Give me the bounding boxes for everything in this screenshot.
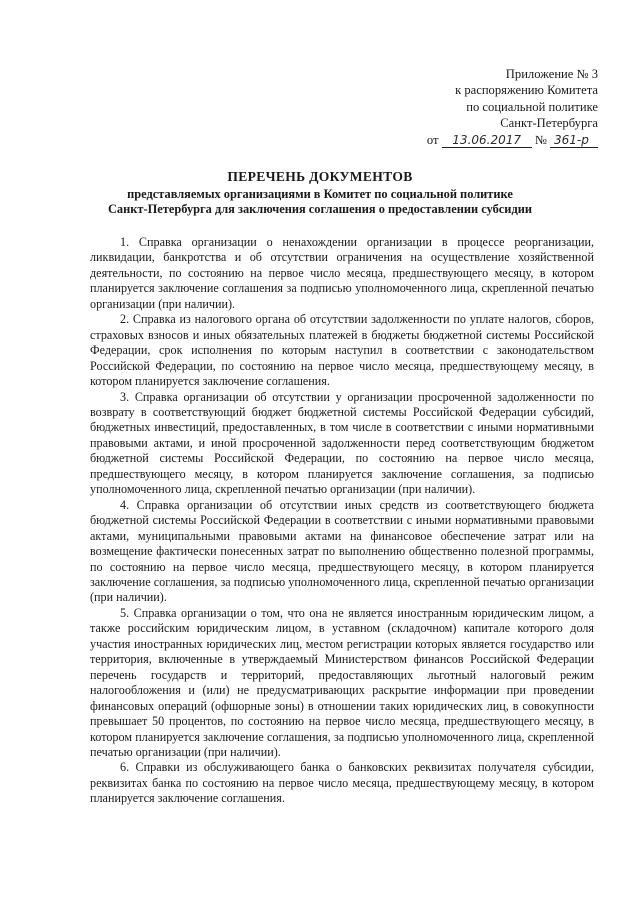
list-item: 1. Справка организации о ненахождении организации в процессе реорганизации, ликвидации, банкротства и об отсутствии ограничения на осуществление хозяйственной деятельности, по состоянию на первое число месяца, предшествующего месяцу, в котором планируется заключение соглашения за подписью уполномоченного лица, скрепленной печатью организации (при наличии). [90, 235, 594, 311]
appendix-line-2: к распоряжению Комитета [455, 83, 598, 98]
list-item: 2. Справка из налогового органа об отсутствии задолженности по уплате налогов, сборов, страховых взносов и иных обязательных платежей в бюджеты бюджетной системы Российской Федерации, срок исполнения по которым наступил в соответствии с законодательством Российской Федерации, по состоянию на первое число месяца, предшествующему месяцу, в котором планируется заключение соглашения. [90, 312, 594, 389]
appendix-number: Приложение № 3 [505, 67, 598, 81]
title-subtitle-2: Санкт-Петербурга для заключения соглашения о предоставлении субсидии [107, 202, 532, 216]
appendix-line-4: Санкт-Петербурга [500, 116, 598, 131]
number-prefix: № [534, 132, 547, 147]
title-main: ПЕРЕЧЕНЬ ДОКУМЕНТОВ [227, 169, 413, 184]
title-subtitle-1: представляемых организациями в Комитет по социальной политике [127, 187, 513, 201]
list-item: 4. Справка организации об отсутствии иных средств из соответствующего бюджета бюджетной системы Российской Федерации в соответствии с иными нормативными правовыми актами, муниципальными правовыми актами на финансовое обеспечение затрат или на возмещение фактически понесенных затрат по выполнению общественно полезной программы, по состоянию на первое число месяца, предшествующего месяцу, в котором планируется заключение соглашения, за подписью уполномоченного лица, скрепленной печатью организации (при наличии). [90, 497, 594, 605]
handwritten-number: 361-р [550, 134, 598, 148]
date-prefix: от [426, 132, 439, 147]
handwritten-date: 13.06.2017 [442, 134, 532, 148]
list-item: 3. Справка организации об отсутствии у организации просроченной задолженности по возврату в соответствующий бюджет бюджетной системы Российской Федерации субсидий, бюджетных инвестиций, предоставленных, в том числе в соответствии с иными нормативными правовыми актами, и иной просроченной задолженности перед соответствующим бюджетом бюджетной системы Российской Федерации, по состоянию на первое число месяца, предшествующего месяцу, в котором планируется заключение соглашения, за подписью уполномоченного лица, скрепленной печатью организации (при наличии). [90, 389, 594, 497]
appendix-line-3: по социальной политике [466, 99, 598, 114]
list-item: 6. Справки из обслуживающего банка о банковских реквизитах получателя субсидии, реквизитах банка по состоянию на первое число месяца, предшествующему месяцу, в котором планируется заключение соглашения. [90, 760, 594, 806]
date-number-line [427, 132, 598, 148]
appendix-header [427, 66, 598, 148]
document-list [90, 235, 594, 807]
document-title [0, 167, 640, 217]
list-item: 5. Справка организации о том, что она не является иностранным юридическим лицом, а также российским юридическим лицом, в уставном (складочном) капитале которого доля участия иностранных юридических лиц, местом регистрации которых является государство или территория, включенные в утверждаемый Министерством финансов Российской Федерации перечень государств и территорий, предоставляющих льготный налоговый режим налогообложения и (или) не предусматривающих раскрытие информации при проведении финансовых операций (офшорные зоны) в отношении таких юридических лиц, в совокупности превышает 50 процентов, по состоянию на первое число месяца, предшествующего месяцу, в котором планируется заключение соглашения, за подписью уполномоченного лица, скрепленной печатью организации (при наличии). [90, 605, 594, 759]
